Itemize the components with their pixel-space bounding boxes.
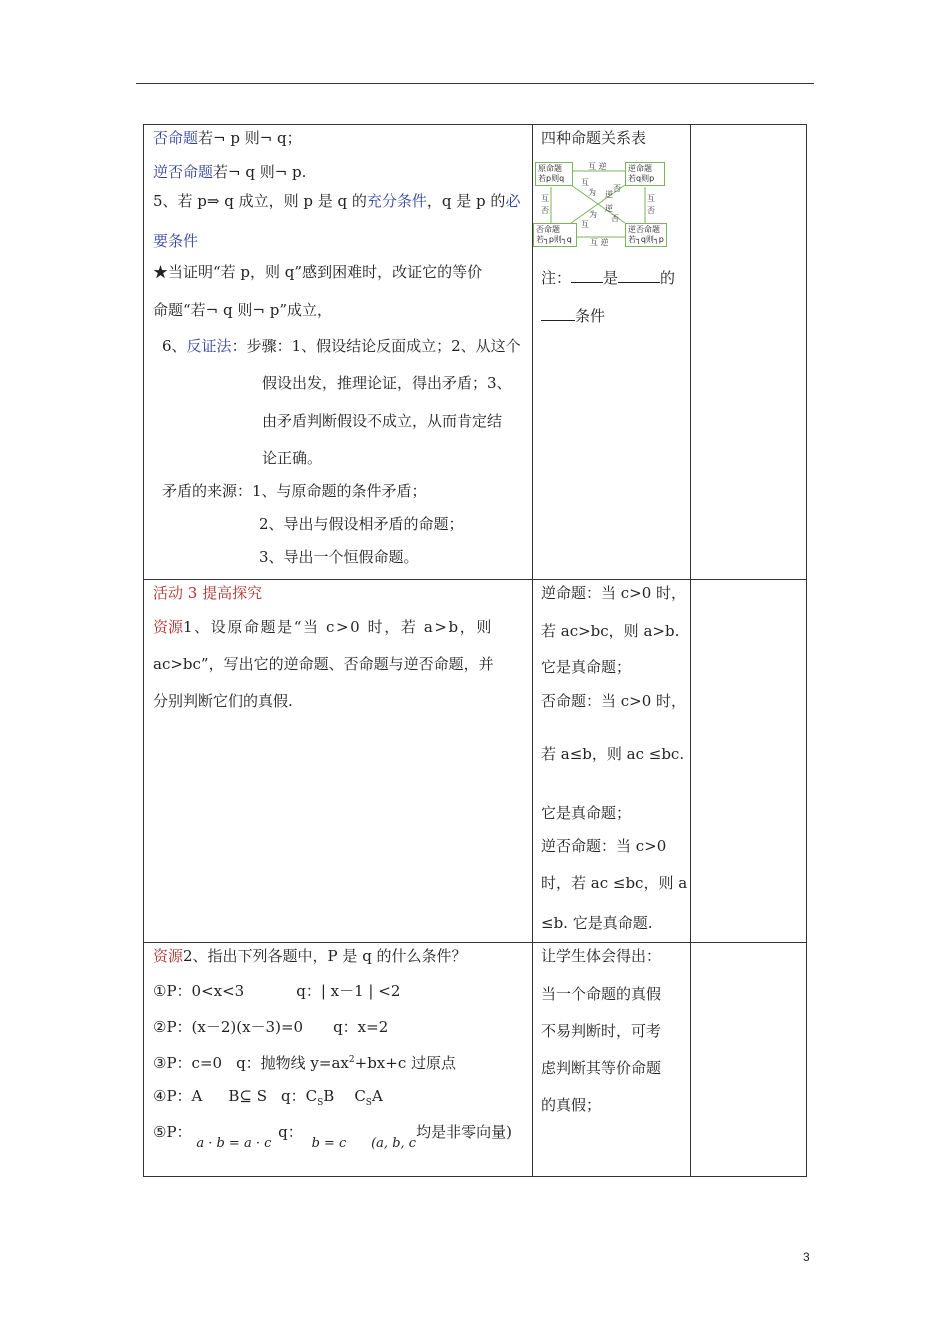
vector-set: (a, b, c bbox=[371, 1136, 417, 1151]
diag-char: 为 bbox=[589, 210, 597, 219]
conclusion-line-5: 的真假； bbox=[541, 1096, 602, 1114]
label-left: 互 否 bbox=[541, 194, 549, 215]
text-segment: 均是非零向量) bbox=[416, 1123, 512, 1141]
term-proof-by-contradiction: 反证法 bbox=[186, 337, 232, 355]
diag-char: 逆 bbox=[605, 204, 613, 213]
proof-by-contradiction-line bbox=[162, 336, 521, 356]
sufficient-condition-line bbox=[153, 191, 520, 211]
text-segment: 条件 bbox=[575, 307, 606, 325]
four-propositions-diagram bbox=[533, 157, 667, 249]
text-segment: q：抛物线 y=ax bbox=[236, 1054, 349, 1072]
diagram-converse: 逆命题 若q则p bbox=[625, 162, 665, 186]
item-5 bbox=[153, 1122, 512, 1151]
proof-step-line-3: 由矛盾判断假设不成立，从而肯定结 bbox=[262, 412, 503, 430]
diagram-contrapositive: 逆否命题 若┐q则┐p bbox=[625, 223, 667, 247]
resource2-line-1 bbox=[153, 946, 467, 966]
answer-line-3: 它是真命题； bbox=[541, 658, 632, 676]
inverse-proposition-line bbox=[153, 128, 302, 148]
contrapositive-form: 若¬ q 则¬ p. bbox=[213, 163, 307, 181]
answer-line-1: 逆命题：当 c>0 时， bbox=[541, 584, 687, 602]
blank bbox=[571, 268, 603, 283]
resource1-line-2: ac>bc”，写出它的逆命题、否命题与逆否命题，并 bbox=[153, 655, 494, 673]
text-segment: 是 bbox=[603, 269, 619, 287]
text-segment: ②P：(x－2)(x－3)=0 bbox=[153, 1018, 304, 1036]
text-segment: q：x=2 bbox=[333, 1018, 389, 1036]
page-number: 3 bbox=[803, 1250, 810, 1264]
resource1-line-3: 分别判断它们的真假. bbox=[153, 692, 293, 710]
item-4 bbox=[153, 1086, 383, 1113]
label-top: 互 逆 bbox=[588, 162, 607, 171]
diag-char: 否 bbox=[611, 214, 619, 223]
text-segment: B⊆ S bbox=[228, 1087, 268, 1105]
text-segment: C bbox=[354, 1087, 366, 1105]
proof-step-line-2: 假设出发，推理论证，得出矛盾；3、 bbox=[262, 374, 512, 392]
contrapositive-line bbox=[153, 162, 306, 182]
term-contrapositive: 逆否命题 bbox=[153, 163, 214, 181]
text-segment: ⑤P： bbox=[153, 1123, 192, 1141]
conclusion-line-1: 让学生体会得出： bbox=[541, 947, 662, 965]
diag-char: 否 bbox=[613, 184, 621, 193]
answer-line-6: 它是真命题； bbox=[541, 804, 632, 822]
text-segment: ③P：c=0 bbox=[153, 1054, 223, 1072]
text-segment: ，q 是 p 的 bbox=[426, 192, 506, 210]
text-segment: 2、指出下列各题中，P 是 q 的什么条件？ bbox=[183, 947, 467, 965]
star-note-line: ★当证明“若 p，则 q”感到困难时，改证它的等价 bbox=[153, 263, 483, 281]
conclusion-line-4: 虑判断其等价命题 bbox=[541, 1059, 662, 1077]
item-1 bbox=[153, 981, 400, 1001]
activity-title: 活动 3 提高探究 bbox=[153, 584, 263, 602]
diagram-original: 原命题 若p则q bbox=[535, 162, 573, 186]
text-segment: ：步骤：1、假设结论反面成立；2、从这个 bbox=[231, 337, 521, 355]
resource1-line-1 bbox=[153, 617, 493, 637]
vector-equation-p: a · b = a · c bbox=[196, 1136, 272, 1151]
text-segment: A bbox=[371, 1087, 383, 1105]
text-segment: 注： bbox=[541, 269, 572, 287]
text-segment: ①P：0<x<3 bbox=[153, 982, 245, 1000]
label-right: 互 否 bbox=[647, 194, 655, 215]
row2-extra-cell bbox=[690, 579, 807, 943]
note-line-1 bbox=[541, 268, 675, 288]
diag-char: 逆 bbox=[605, 190, 613, 199]
term-resource: 资源 bbox=[153, 947, 184, 965]
term-sufficient: 充分条件 bbox=[366, 192, 427, 210]
proof-step-line-4: 论正确。 bbox=[262, 449, 323, 467]
text-segment: ④P：A bbox=[153, 1087, 203, 1105]
blank bbox=[541, 306, 575, 321]
blank bbox=[618, 268, 660, 283]
note-line-2 bbox=[541, 306, 605, 326]
diag-char: 互 bbox=[581, 220, 589, 229]
text-segment: 6、 bbox=[162, 337, 187, 355]
term-necessary-start: 必 bbox=[505, 192, 521, 210]
answer-line-5: 若 a≤b，则 ac ≤bc. bbox=[541, 745, 685, 763]
answer-line-2: 若 ac>bc，则 a>b. bbox=[541, 622, 680, 640]
contradiction-source-line-3: 3、导出一个恒假命题。 bbox=[259, 548, 419, 566]
term-necessary-end: 要条件 bbox=[153, 232, 199, 250]
subscript: S bbox=[317, 1098, 324, 1108]
inverse-form: 若¬ p 则¬ q； bbox=[198, 129, 302, 147]
vector-equation-q: b = c bbox=[311, 1136, 347, 1151]
row1-extra-cell bbox=[690, 124, 807, 580]
text-segment: 1、设原命题是“当 c>0 时，若 a>b，则 bbox=[183, 618, 493, 636]
text-segment: 5、若 p⇒ q 成立，则 p 是 q 的 bbox=[153, 192, 367, 210]
text-segment: 的 bbox=[660, 269, 676, 287]
answer-line-9: ≤b. 它是真命题. bbox=[541, 914, 653, 932]
text-segment: B bbox=[323, 1087, 335, 1105]
term-inverse: 否命题 bbox=[153, 129, 199, 147]
text-segment: q：C bbox=[281, 1087, 318, 1105]
answer-line-7: 逆否命题：当 c>0 bbox=[541, 837, 667, 855]
text-segment: +bx+c 过原点 bbox=[354, 1054, 456, 1072]
diag-char: 为 bbox=[588, 188, 596, 197]
answer-line-8: 时，若 ac ≤bc，则 a bbox=[541, 874, 688, 892]
term-resource: 资源 bbox=[153, 618, 184, 636]
conclusion-line-2: 当一个命题的真假 bbox=[541, 985, 662, 1003]
item-3 bbox=[153, 1050, 456, 1073]
text-segment: q： bbox=[278, 1123, 303, 1141]
item-2 bbox=[153, 1017, 388, 1037]
relation-table-title: 四种命题关系表 bbox=[541, 129, 647, 147]
subscript: S bbox=[365, 1098, 372, 1108]
diagram-inverse: 否命题 若┐p则┐q bbox=[533, 223, 577, 247]
superscript: 2 bbox=[348, 1055, 355, 1065]
conclusion-line-3: 不易判断时，可考 bbox=[541, 1022, 662, 1040]
answer-line-4: 否命题：当 c>0 时， bbox=[541, 692, 687, 710]
row3-extra-cell bbox=[690, 942, 807, 1177]
label-bottom: 互 逆 bbox=[590, 238, 609, 247]
contradiction-source-line-1: 矛盾的来源：1、与原命题的条件矛盾； bbox=[162, 482, 427, 500]
contradiction-source-line-2: 2、导出与假设相矛盾的命题； bbox=[259, 515, 464, 533]
text-segment: q：| x－1 | <2 bbox=[296, 982, 401, 1000]
equivalent-proposition-line: 命题“若¬ q 则¬ p”成立， bbox=[153, 301, 332, 319]
header-rule bbox=[136, 83, 814, 84]
diag-char: 互 bbox=[581, 178, 589, 187]
